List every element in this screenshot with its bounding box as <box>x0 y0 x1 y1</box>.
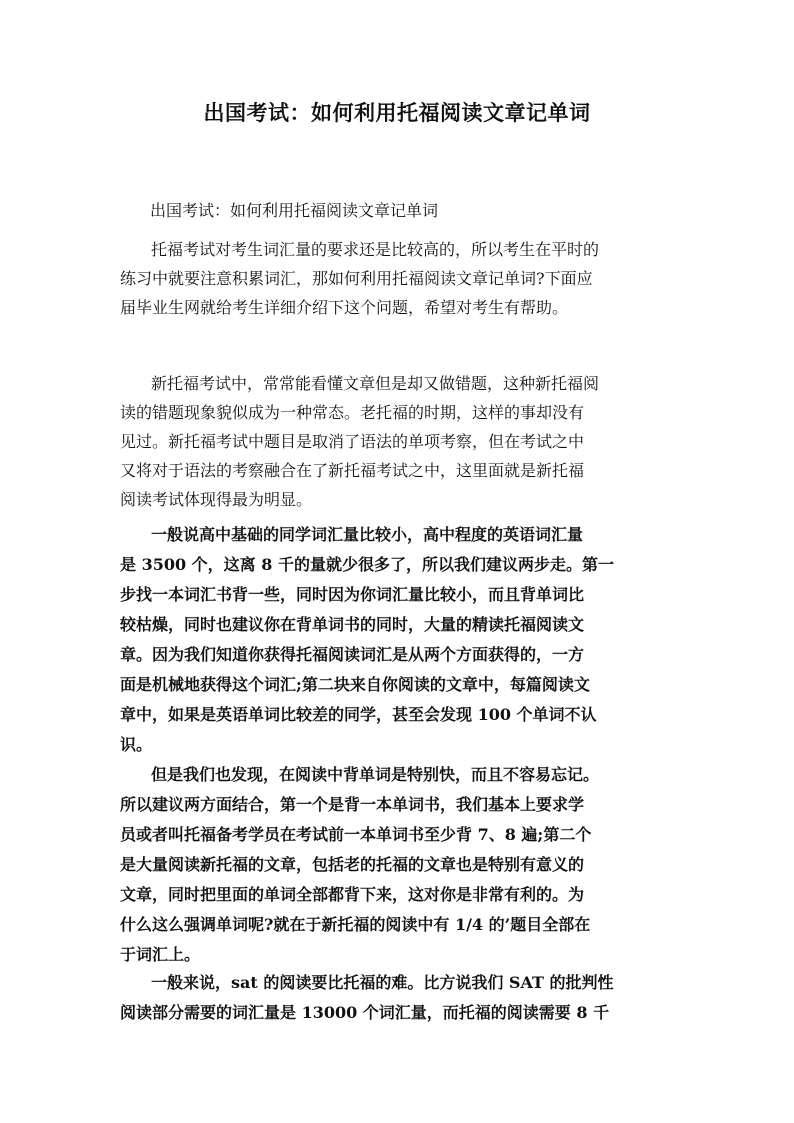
paragraph-line: 见过。新托福考试中题目是取消了语法的单项考察，但在考试之中 <box>120 432 585 451</box>
paragraph-line: 但是我们也发现，在阅读中背单词是特别快，而且不容易忘记。 <box>151 765 600 784</box>
paragraph-line: 步找一本词汇书背一些，同时因为你词汇量比较小，而且背单词比 <box>120 585 585 604</box>
document-subtitle: 出国考试：如何利用托福阅读文章记单词 <box>150 201 439 220</box>
paragraph-line: 章中，如果是英语单词比较差的同学，甚至会发现 100 个单词不认 <box>120 705 597 724</box>
paragraph-line: 员或者叫托福备考学员在考试前一本单词书至少背 7、8 遍;第二个 <box>120 825 592 844</box>
paragraph-line: 章。因为我们知道你获得托福阅读词汇是从两个方面获得的，一方 <box>120 645 585 664</box>
paragraph-line: 新托福考试中，常常能看懂文章但是却又做错题，这种新托福阅 <box>151 374 600 393</box>
paragraph-line: 所以建议两方面结合，第一个是背一本单词书，我们基本上要求学 <box>120 795 585 814</box>
paragraph-line: 是 3500 个，这离 8 千的量就少很多了，所以我们建议两步走。第一 <box>120 555 614 574</box>
paragraph-line: 一般来说，sat 的阅读要比托福的难。比方说我们 SAT 的批判性 <box>151 973 614 992</box>
paragraph-intro <box>120 235 680 322</box>
paragraph-line: 什么这么强调单词呢?就在于新托福的阅读中有 1/4 的’题目全部在 <box>120 915 591 934</box>
paragraph-line: 一般说高中基础的同学词汇量比较小，高中程度的英语词汇量 <box>151 525 584 544</box>
paragraph-line: 面是机械地获得这个词汇;第二块来自你阅读的文章中，每篇阅读文 <box>120 675 590 694</box>
paragraph-vocabulary-advice <box>120 520 680 760</box>
paragraph-line: 识。 <box>120 735 153 754</box>
paragraph-line: 届毕业生网就给考生详细介绍下这个问题，希望对考生有帮助。 <box>120 298 569 317</box>
paragraph-line: 练习中就要注意积累词汇，那如何利用托福阅读文章记单词?下面应 <box>120 269 593 288</box>
paragraph-line: 托福考试对考生词汇量的要求还是比较高的，所以考生在平时的 <box>151 240 600 259</box>
paragraph-line: 阅读考试体现得最为明显。 <box>120 490 313 509</box>
paragraph-reading-memorize <box>120 760 680 970</box>
document-title: 出国考试：如何利用托福阅读文章记单词 <box>203 100 591 125</box>
paragraph-line: 又将对于语法的考察融合在了新托福考试之中，这里面就是新托福 <box>120 461 585 480</box>
paragraph-line: 是大量阅读新托福的文章，包括老的托福的文章也是特别有意义的 <box>120 855 585 874</box>
paragraph-line: 阅读部分需要的词汇量是 13000 个词汇量，而托福的阅读需要 8 千 <box>120 1003 610 1022</box>
paragraph-line: 读的错题现象貌似成为一种常态。老托福的时期，这样的事却没有 <box>120 403 585 422</box>
paragraph-new-toefl <box>120 369 680 514</box>
paragraph-line: 文章，同时把里面的单词全部都背下来，这对你是非常有利的。为 <box>120 885 585 904</box>
paragraph-line: 较枯燥，同时也建议你在背单词书的同时，大量的精读托福阅读文 <box>120 615 585 634</box>
paragraph-line: 于词汇上。 <box>120 945 201 964</box>
paragraph-sat-comparison <box>120 968 680 1028</box>
